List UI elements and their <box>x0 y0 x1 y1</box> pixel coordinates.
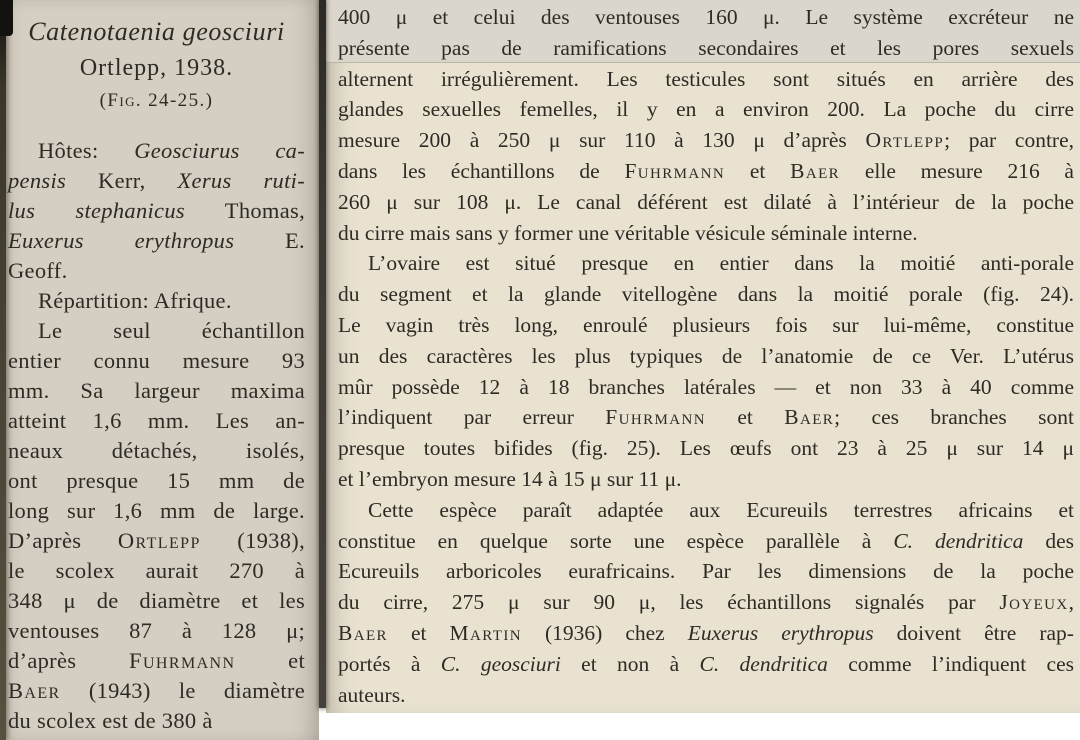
smallcaps-name: Joyeux <box>999 590 1069 615</box>
text-line <box>8 406 305 436</box>
text-line <box>8 376 305 406</box>
plain-text: Le seul échantillon <box>38 318 305 343</box>
text-line <box>8 526 305 556</box>
text-line <box>338 218 1074 249</box>
plain-text: portés à <box>338 651 441 676</box>
plain-text: et <box>705 405 785 430</box>
text-line <box>8 286 305 316</box>
text-line <box>8 14 305 50</box>
plain-text: du cirre, 275 μ sur 90 μ, les échantillons signalés par <box>338 590 1000 615</box>
text-line <box>8 166 305 196</box>
italic-text: C. dendritica <box>699 651 828 676</box>
plain-text: alternent irrégulièrement. Les testicules sont situés en arrière des <box>338 66 1074 91</box>
plain-text: l’indiquent par erreur <box>338 405 606 430</box>
text-line <box>8 346 305 376</box>
text-line <box>338 680 1074 711</box>
smallcaps-name: Ortlepp <box>117 528 201 553</box>
smallcaps-name: Baer <box>784 405 835 430</box>
italic-text: Geosciurus ca- <box>134 138 305 163</box>
plain-text: 400 μ et celui des ventouses 160 μ. Le système excréteur ne <box>338 5 1074 29</box>
text-line <box>8 316 305 346</box>
plain-text: neaux détachés, isolés, <box>8 438 305 463</box>
italic-text: lus stephanicus <box>8 198 185 223</box>
text-line <box>338 310 1074 341</box>
plain-text: Ortlepp, 1938. <box>79 55 234 81</box>
plain-text: 348 μ de diamètre et les <box>8 588 305 613</box>
text-line <box>338 402 1074 433</box>
plain-text: presque toutes bifides (fig. 25). Les œufs ont 23 à 25 μ sur 14 μ <box>338 436 1074 461</box>
smallcaps-name: Baer <box>338 620 388 645</box>
text-line <box>8 466 305 496</box>
text-line <box>8 616 305 646</box>
italic-text: C. dendritica <box>893 528 1024 553</box>
italic-text: pensis <box>8 168 67 193</box>
left-column-text <box>8 14 305 736</box>
text-line <box>338 125 1074 156</box>
plain-text: le scolex aurait 270 à <box>8 558 305 583</box>
plain-text: présente pas de ramifications secondaires et les pores sexuels <box>338 35 1074 60</box>
text-line <box>8 586 305 616</box>
plain-text: et <box>387 620 450 645</box>
plain-text: et <box>235 648 305 673</box>
plain-text: un des caractères les plus typiques de l’anatomie de ce Ver. L’utérus <box>338 343 1074 368</box>
plain-text: Hôtes: <box>38 138 135 163</box>
text-line <box>338 526 1074 557</box>
text-line <box>338 618 1074 649</box>
plain-text: elle mesure 216 à <box>840 158 1074 183</box>
text-line <box>338 64 1074 95</box>
plain-text: des <box>1023 528 1074 553</box>
text-line <box>8 436 305 466</box>
italic-text: Euxerus erythropus <box>687 620 874 645</box>
plain-text: Thomas, <box>184 198 306 223</box>
smallcaps-name: Ortlepp <box>865 128 945 153</box>
plain-text: Cette espèce paraît adaptée aux Ecureuils terrestres africains et <box>368 497 1074 522</box>
smallcaps-name: Martin <box>449 620 522 645</box>
text-line <box>8 86 305 116</box>
plain-text: (1938), <box>200 528 305 553</box>
plain-text: Kerr, <box>66 168 178 193</box>
smallcaps-name: Baer <box>8 678 61 703</box>
text-line <box>8 496 305 526</box>
text-line <box>338 341 1074 372</box>
text-line <box>8 50 305 86</box>
plain-text: mûr possède 12 à 18 branches latérales — et non 33 à 40 comme <box>338 374 1074 399</box>
plain-text: 260 μ sur 108 μ. Le canal déférent est dilaté à l’intérieur de la poche <box>338 189 1074 214</box>
smallcaps-name: (Fig. 24-25.) <box>99 90 214 111</box>
plain-text: mesure 200 à 250 μ sur 110 à 130 μ d’après <box>338 128 866 153</box>
text-line <box>338 156 1074 187</box>
plain-text: dans les échantillons de <box>338 158 625 183</box>
plain-text: mm. Sa largeur maxima <box>8 378 305 403</box>
smallcaps-name: Fuhrmann <box>129 648 236 673</box>
plain-text: du segment et la glande vitellogène dans la moitié porale (fig. 24). <box>338 282 1074 307</box>
text-line <box>338 94 1074 125</box>
smallcaps-name: Fuhrmann <box>624 158 726 183</box>
text-line <box>338 279 1074 310</box>
plain-text: doivent être rap- <box>873 620 1074 645</box>
plain-text: et l’embryon mesure 14 à 15 μ sur 11 μ. <box>338 466 682 491</box>
plain-text: ; par contre, <box>944 128 1074 153</box>
text-line <box>338 372 1074 403</box>
text-line <box>8 196 305 226</box>
plain-text: constitue en quelque sorte une espèce parallèle à <box>338 528 894 553</box>
plain-text: comme l’indiquent ces <box>827 651 1075 676</box>
plain-text: (1943) le diamètre <box>60 678 305 703</box>
plain-text: long sur 1,6 mm de large. <box>8 498 305 523</box>
text-line <box>338 464 1074 495</box>
text-line <box>338 587 1074 618</box>
text-line <box>8 136 305 166</box>
plain-text: ventouses 87 à 128 μ; <box>8 618 305 643</box>
text-line <box>8 256 305 286</box>
plain-text: (1936) chez <box>521 620 688 645</box>
text-line <box>338 187 1074 218</box>
plain-text: E. <box>234 228 305 253</box>
plain-text: atteint 1,6 mm. Les an- <box>8 408 305 433</box>
plain-text: d’après <box>8 648 130 673</box>
plain-text: L’ovaire est situé presque en entier dans la moitié anti-porale <box>368 251 1074 276</box>
plain-text: D’après <box>8 528 118 553</box>
column-divider-rule <box>319 0 326 708</box>
plain-text: et <box>725 158 791 183</box>
plain-text: du scolex est de 380 à <box>8 708 213 733</box>
plain-text: Ecureuils arboricoles eurafricains. Par les dimensions de la poche <box>338 559 1074 584</box>
plain-text: et non à <box>560 651 700 676</box>
text-line <box>8 556 305 586</box>
text-line <box>338 2 1074 33</box>
plain-text: ; ces branches sont <box>834 405 1074 430</box>
italic-text: Catenotaenia geosciuri <box>28 17 285 46</box>
plain-text: ont presque 15 mm de <box>8 468 305 493</box>
smallcaps-name: Baer <box>790 158 841 183</box>
italic-text: Xerus ruti- <box>177 168 306 193</box>
text-line <box>8 676 305 706</box>
text-line <box>8 226 305 256</box>
plain-text: glandes sexuelles femelles, il y en a environ 200. La poche du cirre <box>338 97 1074 122</box>
plain-text: du cirre mais sans y former une véritable vésicule séminale interne. <box>338 220 918 245</box>
text-line <box>338 248 1074 279</box>
text-line <box>8 706 305 736</box>
italic-text: Euxerus erythropus <box>8 228 235 253</box>
text-line <box>338 556 1074 587</box>
plain-text: auteurs. <box>338 682 406 707</box>
plain-text: entier connu mesure 93 <box>8 348 305 373</box>
italic-text: C. geosciuri <box>440 651 561 676</box>
plain-text: Geoff. <box>8 258 68 283</box>
smallcaps-name: Fuhrmann <box>605 405 706 430</box>
text-line <box>338 495 1074 526</box>
text-line <box>338 433 1074 464</box>
text-line <box>338 33 1074 64</box>
text-line <box>338 649 1074 680</box>
plain-text: , <box>1068 590 1074 615</box>
right-column-text <box>338 2 1074 710</box>
plain-text: Répartition: Afrique. <box>38 288 232 313</box>
text-line <box>8 646 305 676</box>
book-edge-shadow <box>0 0 6 740</box>
plain-text: Le vagin très long, enroulé plusieurs fois sur lui-même, constitue <box>338 312 1074 337</box>
